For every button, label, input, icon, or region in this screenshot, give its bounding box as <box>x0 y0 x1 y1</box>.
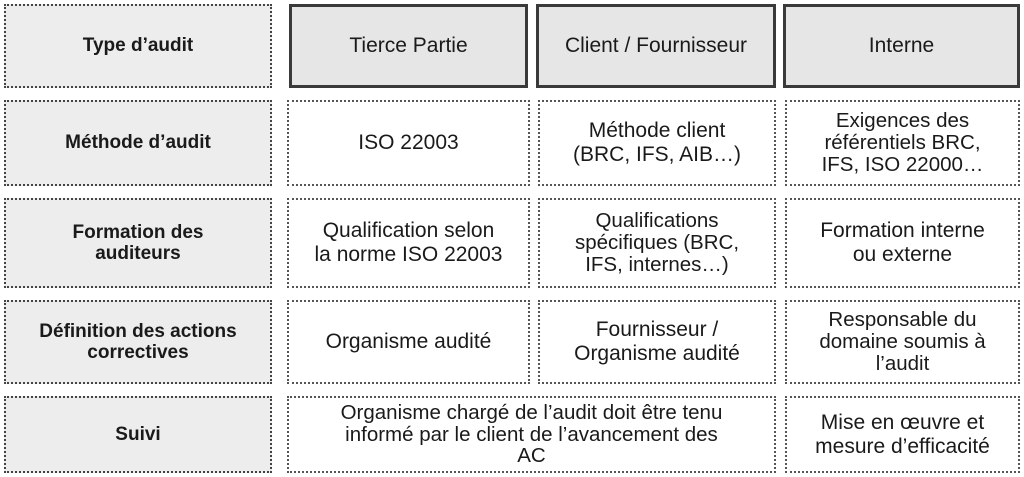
cell-methode-tierce-partie: ISO 22003 <box>287 100 530 186</box>
row-label-methode-audit: Méthode d’audit <box>4 100 272 186</box>
cell-suivi-interne: Mise en œuvre et mesure d’efficacité <box>785 396 1020 473</box>
cell-formation-interne: Formation interne ou externe <box>785 198 1020 288</box>
header-row-label: Type d’audit <box>4 4 272 88</box>
cell-methode-interne: Exigences des référentiels BRC, IFS, ISO 22000… <box>785 100 1020 186</box>
cell-formation-client-fournisseur: Qualifications spécifiques (BRC, IFS, internes…) <box>538 198 776 288</box>
cell-actions-tierce-partie: Organisme audité <box>287 300 530 384</box>
cell-formation-tierce-partie: Qualification selon la norme ISO 22003 <box>287 198 530 288</box>
cell-suivi-tierce-client: Organisme chargé de l’audit doit être tenu informé par le client de l’avancement des AC <box>287 396 776 473</box>
column-header-tierce-partie: Tierce Partie <box>289 4 528 88</box>
row-label-formation-auditeurs: Formation des auditeurs <box>4 198 272 288</box>
column-header-interne: Interne <box>783 4 1020 88</box>
cell-actions-interne: Responsable du domaine soumis à l’audit <box>785 300 1020 384</box>
column-header-client-fournisseur: Client / Fournisseur <box>536 4 776 88</box>
row-label-definition-actions-correctives: Définition des actions correctives <box>4 300 272 384</box>
cell-actions-client-fournisseur: Fournisseur / Organisme audité <box>538 300 776 384</box>
row-label-suivi: Suivi <box>4 396 272 473</box>
cell-methode-client-fournisseur: Méthode client (BRC, IFS, AIB…) <box>538 100 776 186</box>
